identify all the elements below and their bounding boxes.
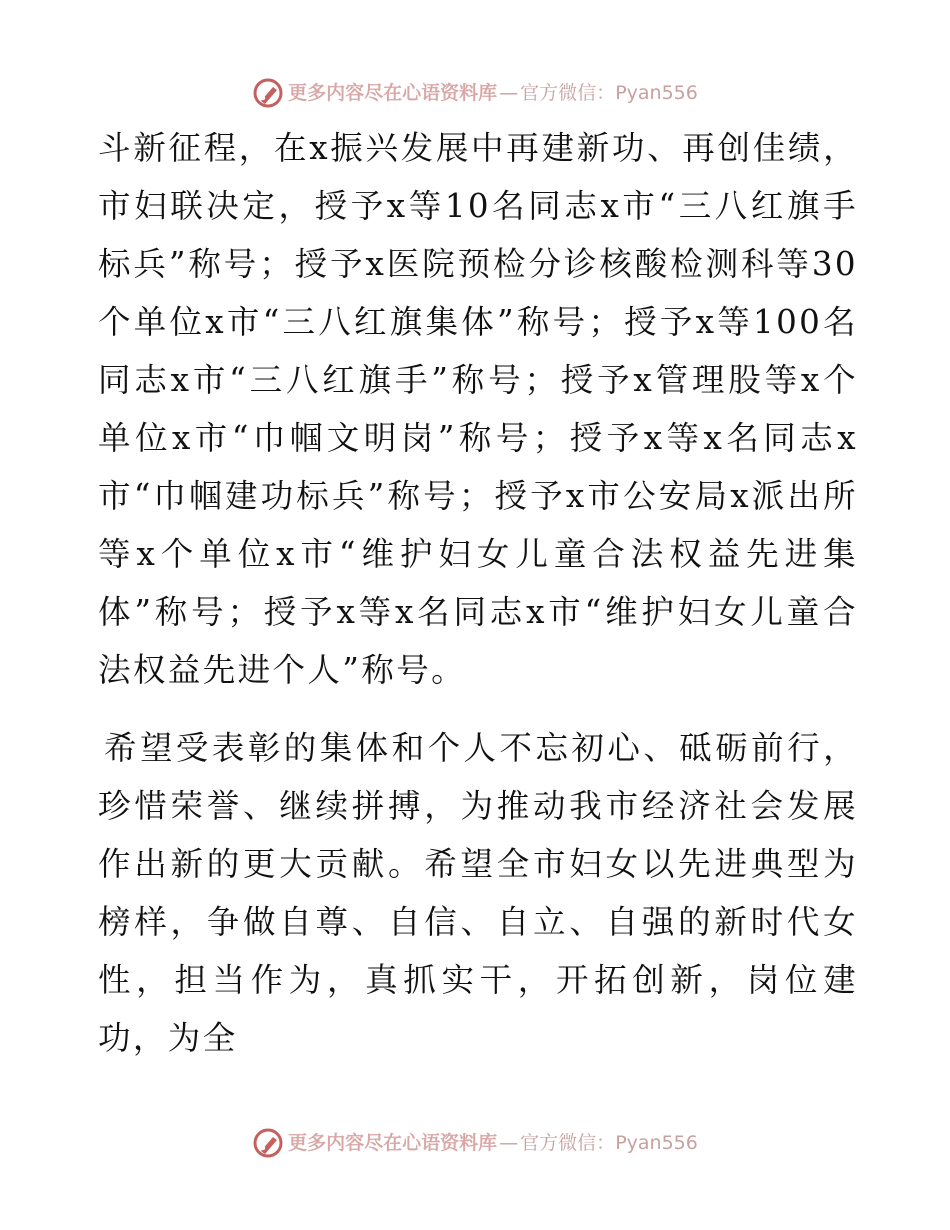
footer-watermark [0,1127,950,1159]
watermark-wechat-label: 官方微信： [520,82,616,104]
pen-nib-logo-icon [252,77,284,109]
watermark-dash: — [499,82,519,104]
watermark-wechat-id: Pyan556 [615,1132,698,1154]
body-paragraph-2: 希望受表彰的集体和个人不忘初心、砥砺前行，珍惜荣誉、继续拼搏，为推动我市经济社会发展作出新的更大贡献。希望全市妇女以先进典型为榜样，争做自尊、自信、自立、自强的新时代女性，担当作为，真抓实干，开拓创新，岗位建功，为全 [98,729,858,1057]
watermark-main-text: 更多内容尽在心语资料库 [288,1132,498,1154]
header-watermark [0,77,950,109]
watermark-wechat-label: 官方微信： [520,1132,616,1154]
watermark-wechat-id: Pyan556 [615,82,698,104]
pen-nib-logo-icon [252,1127,284,1159]
body-paragraph-1: 斗新征程，在x振兴发展中再建新功、再创佳绩，市妇联决定，授予x等10名同志x市“三八红旗手标兵”称号；授予x医院预检分诊核酸检测科等30个单位x市“三八红旗集体”称号；授予x等100名同志x市“三八红旗手”称号；授予x管理股等x个单位x市“巾帼文明岗”称号；授予x等x名同志x市“巾帼建功标兵”称号；授予x市公安局x派出所等x个单位x市“维护妇女儿童合法权益先进集体”称号；授予x等x名同志x市“维护妇女儿童合法权益先进个人”称号。 [98,129,858,689]
watermark-dash: — [499,1132,519,1154]
watermark-main-text: 更多内容尽在心语资料库 [288,82,498,104]
